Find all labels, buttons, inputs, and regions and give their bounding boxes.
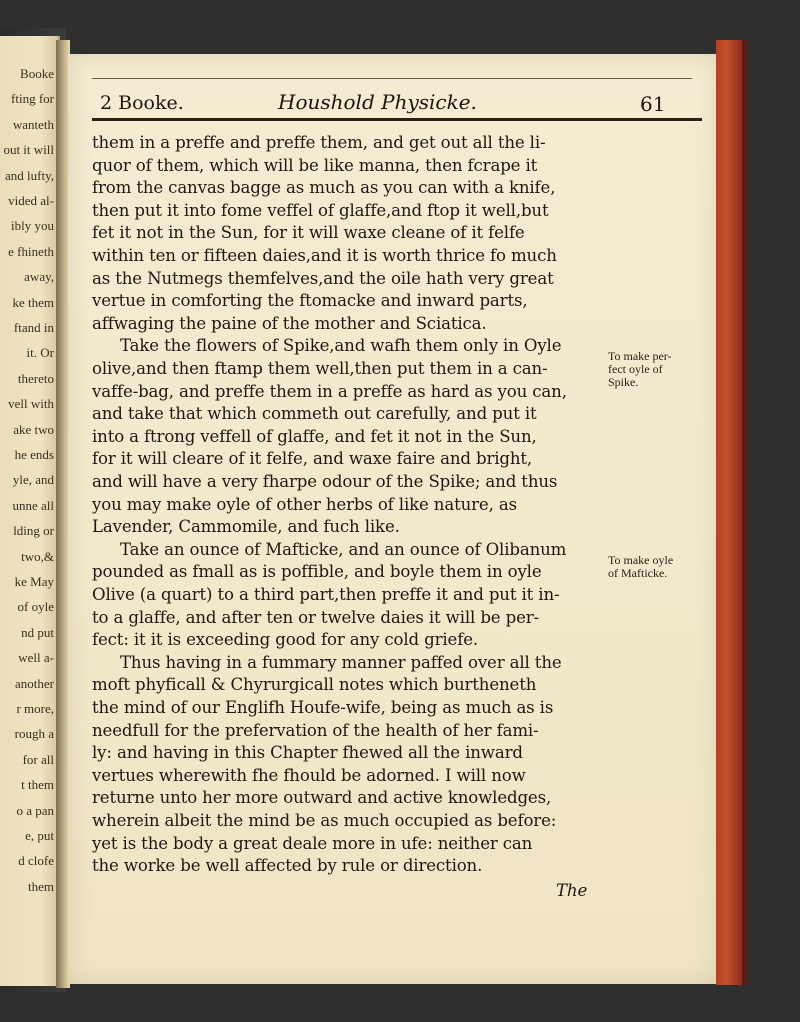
previous-page-fragment: away, [24, 269, 54, 285]
text-line: needfull for the prefervation of the health of her fami- [92, 720, 539, 740]
previous-page-fragment: and lufty, [5, 167, 54, 183]
header-top-rule [92, 78, 692, 79]
text-line: within ten or fifteen daies,and it is worth thrice fo much [92, 246, 557, 265]
text-line: from the canvas bagge as much as you can with a knife, [92, 178, 556, 198]
text-line: affwaging the paine of the mother and Sciatica. [92, 313, 487, 333]
text-line: and will have a very fharpe odour of the Spike; and thus [92, 472, 558, 491]
text-line: vertues wherewith fhe fhould be adorned. I will now [92, 765, 526, 785]
previous-page-fragment: nd put [21, 624, 54, 640]
previous-page-fragment: fting for [11, 91, 54, 107]
text-line: Take an ounce of Mafticke, and an ounce of Olibanum [120, 539, 567, 559]
margin-note-spike [608, 350, 672, 389]
red-page-edge [716, 40, 748, 985]
text-line: wherein albeit the mind be as much occupied as before: [92, 811, 557, 830]
previous-page-fragment: t them [21, 777, 54, 793]
running-title: Houshold Physicke. [278, 90, 477, 114]
previous-page-fragment: Booke [20, 66, 54, 81]
previous-page-fragment: he ends [14, 447, 54, 462]
previous-page-fragment: ke them [12, 294, 54, 310]
previous-page-fragment: vell with [8, 396, 54, 412]
previous-page-fragment: vided al- [8, 193, 54, 208]
previous-page-fragment: o a pan [16, 802, 54, 818]
previous-page-fragment: yle, and [12, 472, 54, 488]
text-line: ly: and having in this Chapter fhewed all the inward [92, 743, 523, 763]
previous-page-fragment: r more, [16, 701, 54, 716]
margin-note-line: To make per- [608, 349, 672, 363]
text-line: vaffe-bag, and preffe them in a preffe as hard as you can, [92, 381, 567, 401]
margin-note-line: To make oyle [608, 553, 674, 567]
margin-note-line: of Mafticke. [608, 566, 668, 580]
text-line: returne unto her more outward and active knowledges, [92, 788, 552, 808]
previous-page-fragment: it. Or [26, 345, 54, 361]
text-line: fet it not in the Sun, for it will waxe cleane of it felfe [92, 223, 525, 243]
text-line: quor of them, which will be like manna, then fcrape it [92, 155, 538, 175]
text-line: fect: it it is exceeding good for any cold griefe. [92, 630, 478, 650]
previous-page-fragment: rough a [14, 726, 54, 742]
previous-page-fragment: ake two [13, 421, 54, 437]
text-line: moft phyficall & Chyrurgicall notes which burtheneth [92, 675, 537, 695]
previous-page-fragment: unne all [12, 497, 54, 513]
text-line: olive,and then ftamp them well,then put them in a can- [92, 359, 548, 378]
previous-page-fragment: of oyle [17, 599, 54, 615]
book-number: 2 Booke. [100, 92, 184, 114]
running-header [92, 86, 708, 122]
previous-page-fragment: e, put [25, 828, 54, 843]
text-line: you may make oyle of other herbs of like nature, as [92, 494, 517, 514]
text-line: yet is the body a great deale more in ufe: neither can [92, 833, 533, 853]
text-line: as the Nutmegs themfelves,and the oile hath very great [92, 268, 554, 288]
previous-page-fragment: two,& [21, 548, 54, 564]
text-line: pounded as fmall as is poffible, and boyle them in oyle [92, 562, 542, 582]
previous-page-fragment: ke May [14, 574, 54, 589]
text-line: them in a preffe and preffe them, and get out all the li- [92, 133, 546, 152]
text-line: the mind of our Englifh Houfe-wife, being as much as is [92, 698, 554, 717]
previous-page-fragment: d clofe [18, 853, 54, 869]
text-line: vertue in comforting the ftomacke and inward parts, [92, 291, 528, 311]
previous-page-fragment: another [15, 675, 54, 691]
text-line: to a glaffe, and after ten or twelve daies it will be per- [92, 607, 539, 627]
text-line: Take the flowers of Spike,and wafh them only in Oyle [120, 336, 562, 356]
text-line: and take that which commeth out carefully, and put it [92, 404, 537, 424]
previous-page-fragment: out it will [3, 142, 54, 158]
previous-page-fragment: for all [22, 751, 54, 767]
text-line: then put it into fome veffel of glaffe,and ftop it well,but [92, 200, 549, 220]
previous-page-fragment: well a- [18, 650, 54, 666]
header-rule [92, 118, 702, 121]
page-number: 61 [640, 92, 666, 116]
previous-page-fragment: wanteth [12, 116, 54, 132]
previous-page-fragment: thereto [17, 370, 54, 386]
previous-page-fragment: ftand in [13, 320, 54, 335]
text-line: into a ftrong veffell of glaffe, and fet it not in the Sun, [92, 426, 537, 446]
previous-page-fragment: them [28, 878, 54, 894]
text-line: Thus having in a fummary manner paffed over all the [120, 652, 562, 672]
margin-note-line: Spike. [608, 375, 639, 389]
text-line: Olive (a quart) to a third part,then preffe it and put it in- [92, 585, 560, 604]
catchword: The [556, 880, 588, 900]
book-page [68, 54, 718, 984]
text-line: for it will cleare of it felfe, and waxe faire and bright, [92, 449, 533, 469]
margin-note-masticke [608, 554, 673, 580]
previous-page-fragment: e fhineth [8, 243, 54, 259]
previous-page-edge [0, 36, 60, 986]
previous-page-fragment: ibly you [11, 218, 54, 234]
margin-note-line: fect oyle of [608, 362, 663, 376]
text-line: Lavender, Cammomile, and fuch like. [92, 517, 400, 537]
text-line: the worke be well affected by rule or direction. [92, 856, 483, 876]
previous-page-fragment: lding or [13, 523, 54, 539]
